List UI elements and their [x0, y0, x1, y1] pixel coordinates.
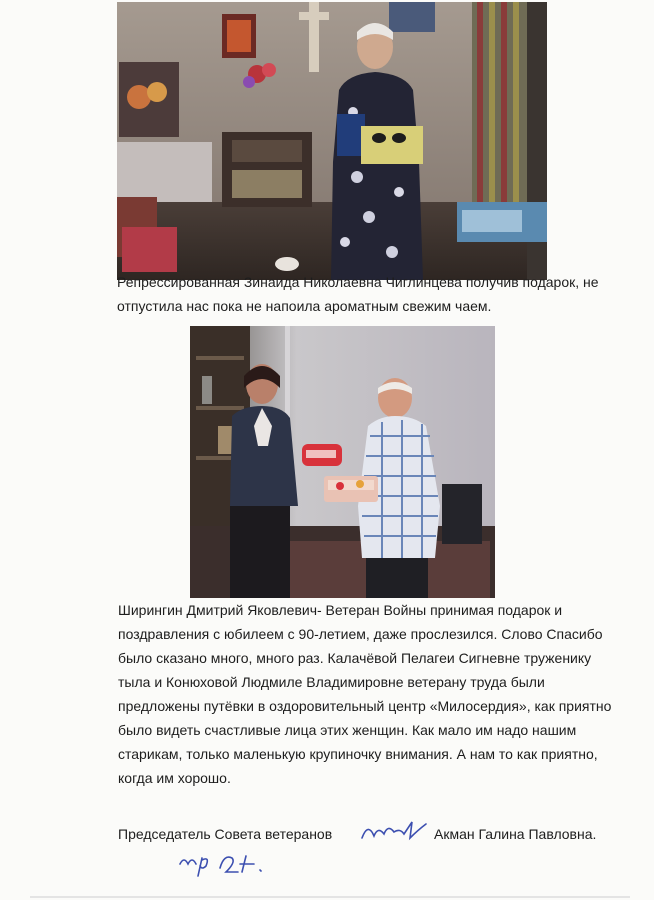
handwritten-signature: [358, 816, 430, 846]
caption-top: Репрессированная Зинаида Николаевна Чиглинцева получив подарок, не отпустила нас пока не напоила ароматным свежим чаем.: [117, 274, 599, 314]
page-edge-line: [30, 896, 630, 898]
photo-veteran-receiving-gift: [190, 326, 495, 598]
caption-bottom: Ширингин Дмитрий Яковлевич- Ветеран Войны принимая подарок и поздравления с юбилеем с 90-летием, даже прослезился. Слово Спасибо было сказано много, много раз. Калачёвой Пелагеи Сигневне труженику тыла и Конюховой Людмиле Владимировне ветерану труда были предложены путёвки в оздоровительный центр «Милосердия», как приятно было видеть счастливые лица этих женщин. Как мало им надо нашим старикам, только маленькую крупиночку внимания. А нам то как приятно, когда им хорошо.: [118, 602, 612, 786]
signature-role: Председатель Совета ветеранов: [118, 826, 333, 842]
signature-name: Акман Галина Павловна.: [434, 826, 597, 842]
photo-woman-with-gift-image: [117, 2, 547, 280]
handwritten-note: [176, 846, 276, 878]
photo-veteran-receiving-gift-image: [190, 326, 495, 598]
photo-woman-with-gift: [117, 2, 547, 280]
